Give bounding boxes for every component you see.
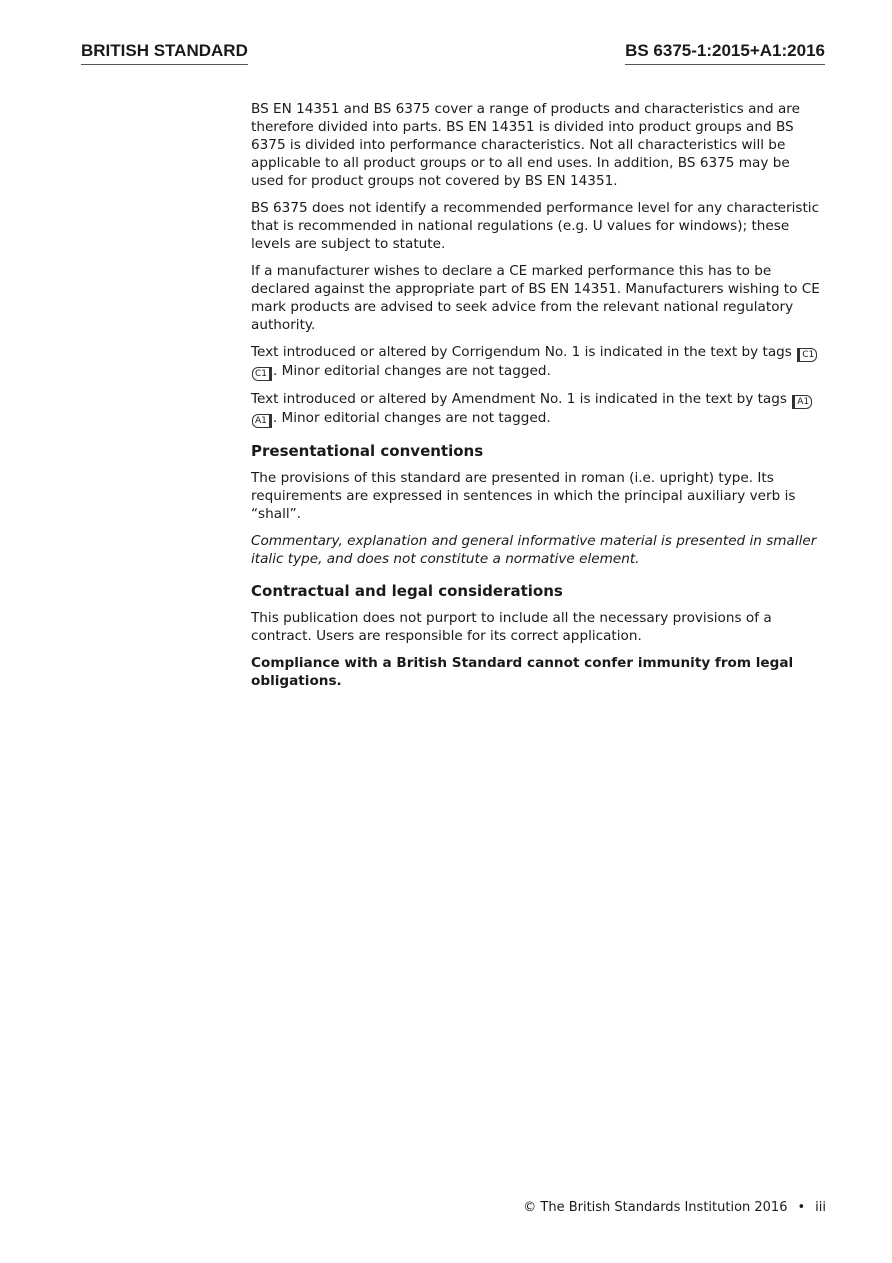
- paragraph-performance-level: BS 6375 does not identify a recommended performance level for any characteristic that is recommended in national regulations (e.g. U values for windows); these levels are subject to statute.: [251, 200, 820, 252]
- amendment-text: Text introduced or altered by Amendment No. 1 is indicated in the text by tags: [251, 391, 792, 407]
- header-standard-number: BS 6375-1:2015+A1:2016: [625, 40, 825, 65]
- amendment-text-end: . Minor editorial changes are not tagged.: [272, 410, 551, 426]
- corrigendum-open-tag: C1: [797, 348, 817, 362]
- heading-presentational-conventions: Presentational conventions: [251, 442, 484, 460]
- corrigendum-text-end: . Minor editorial changes are not tagged.: [273, 363, 551, 379]
- paragraph-amendment-tags: [251, 390, 826, 428]
- copyright-text: © The British Standards Institution 2016: [523, 1200, 788, 1215]
- paragraph-contract: This publication does not purport to include all the necessary provisions of a contract. Users are responsible for its correct application.: [251, 610, 772, 644]
- page-footer: [523, 1199, 826, 1217]
- page-content: [251, 100, 826, 699]
- paragraph-parts: BS EN 14351 and BS 6375 cover a range of products and characteristics and are therefore divided into parts. BS EN 14351 is divided into product groups and BS 6375 is divided into performance characteristics. Not all characteristics will be applicable to all product groups or to all end uses. In addition, BS 6375 may be used for product groups not covered by BS EN 14351.: [251, 101, 800, 189]
- corrigendum-close-tag: C1: [252, 367, 272, 381]
- page-number: iii: [815, 1200, 826, 1215]
- paragraph-ce-marking: If a manufacturer wishes to declare a CE marked performance this has to be declared against the appropriate part of BS EN 14351. Manufacturers wishing to CE mark products are advised to seek advice from the relevant national regulatory authority.: [251, 263, 820, 333]
- paragraph-commentary: Commentary, explanation and general informative material is presented in smaller italic type, and does not constitute a normative element.: [251, 533, 817, 567]
- heading-contractual-legal: Contractual and legal considerations: [251, 582, 563, 600]
- paragraph-compliance: Compliance with a British Standard cannot confer immunity from legal obligations.: [251, 655, 794, 689]
- paragraph-provisions: The provisions of this standard are presented in roman (i.e. upright) type. Its requirements are expressed in sentences in which the principal auxiliary verb is “shall”.: [251, 470, 796, 522]
- corrigendum-text: Text introduced or altered by Corrigendum No. 1 is indicated in the text by tags: [251, 344, 797, 360]
- paragraph-corrigendum-tags: [251, 343, 826, 381]
- amendment-close-tag: A1: [252, 414, 272, 428]
- amendment-open-tag: A1: [792, 395, 812, 409]
- header-standard-label: BRITISH STANDARD: [81, 40, 248, 65]
- bullet-separator: •: [797, 1200, 806, 1215]
